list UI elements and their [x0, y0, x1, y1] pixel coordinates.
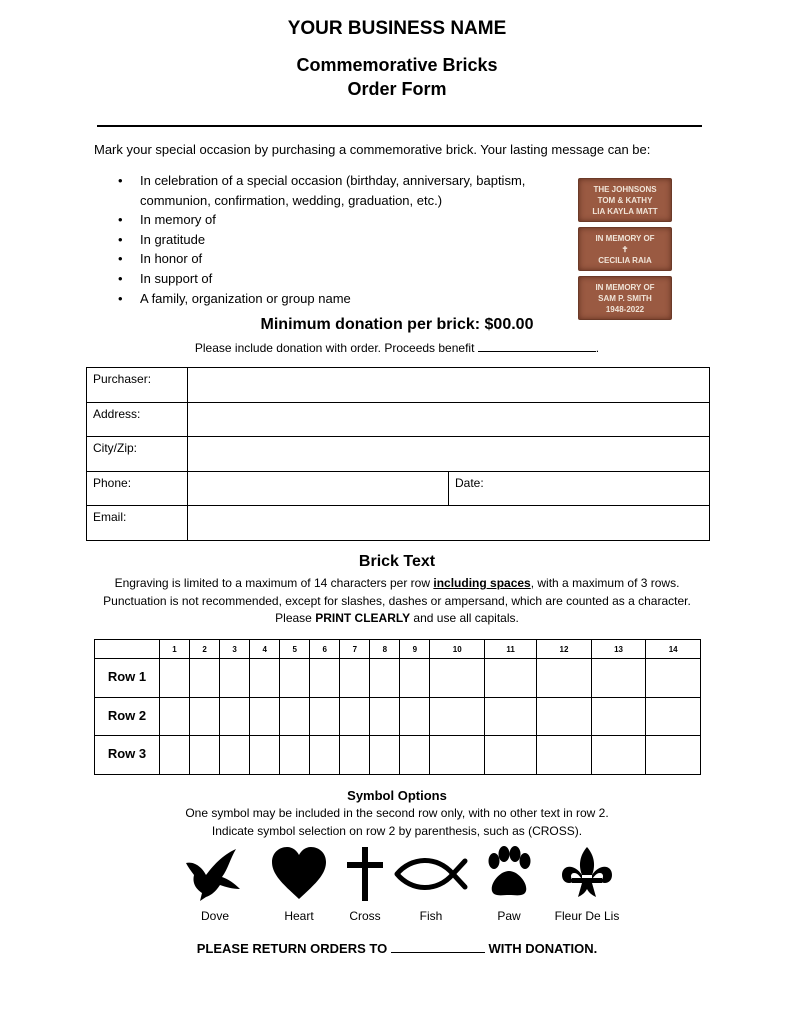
- char-cell[interactable]: [310, 697, 340, 736]
- char-cell[interactable]: [646, 697, 701, 736]
- char-cell[interactable]: [250, 736, 280, 775]
- char-cell[interactable]: [400, 736, 430, 775]
- sample-brick-photo: [578, 178, 672, 222]
- brick-line: SAM P. SMITH: [598, 293, 652, 303]
- column-header: 7: [340, 640, 370, 659]
- donation-note-end: .: [595, 341, 600, 355]
- char-cell[interactable]: [537, 736, 592, 775]
- symbol-option-fish: [391, 845, 471, 923]
- column-header: 8: [370, 640, 400, 659]
- column-header: 2: [190, 640, 220, 659]
- table-row: [95, 659, 701, 698]
- brick-line: 1948-2022: [605, 304, 645, 314]
- return-text: WITH DONATION.: [488, 941, 598, 956]
- business-name: YOUR BUSINESS NAME: [287, 18, 507, 39]
- table-row: [95, 697, 701, 736]
- symbol-label: Fleur De Lis: [554, 909, 620, 923]
- minimum-donation: Minimum donation per brick: $00.00: [260, 316, 534, 333]
- char-cell[interactable]: [280, 736, 310, 775]
- purchaser-info-table: [86, 367, 710, 541]
- brick-line: IN MEMORY OF: [595, 233, 655, 243]
- row-label: Row 3: [95, 736, 160, 775]
- list-item: • In memory of: [118, 210, 548, 230]
- column-header: 3: [220, 640, 250, 659]
- column-header: 5: [280, 640, 310, 659]
- char-cell[interactable]: [400, 697, 430, 736]
- char-cell[interactable]: [400, 659, 430, 698]
- column-header: 4: [250, 640, 280, 659]
- column-header: 13: [591, 640, 646, 659]
- brick-line: TOM & KATHY: [597, 195, 653, 205]
- char-cell[interactable]: [190, 659, 220, 698]
- donation-note: [0, 341, 794, 355]
- symbol-option-dove: [175, 845, 255, 923]
- char-cell[interactable]: [485, 697, 537, 736]
- sample-brick-photo: [578, 227, 672, 271]
- return-address-blank[interactable]: [391, 952, 485, 953]
- purchaser-label: Purchaser:: [87, 368, 188, 403]
- char-cell[interactable]: [646, 659, 701, 698]
- char-cell[interactable]: [646, 736, 701, 775]
- char-cell[interactable]: [160, 659, 190, 698]
- char-cell[interactable]: [250, 697, 280, 736]
- brick-line: ✝: [621, 244, 629, 254]
- column-header: 12: [537, 640, 592, 659]
- brick-line: IN MEMORY OF: [595, 282, 655, 292]
- purchaser-field[interactable]: [188, 368, 710, 403]
- char-cell[interactable]: [537, 697, 592, 736]
- char-cell[interactable]: [340, 736, 370, 775]
- row-label: Row 1: [95, 659, 160, 698]
- char-cell[interactable]: [220, 736, 250, 775]
- rule-emphasis: PRINT CLEARLY: [315, 611, 411, 625]
- donation-note-text: Please include donation with order. Proceeds benefit: [194, 341, 475, 355]
- address-label: Address:: [87, 402, 188, 437]
- rule-text: Engraving is limited to a maximum of 14 characters per row: [114, 576, 434, 590]
- occasion-list: [118, 171, 548, 308]
- rule-text: and use all capitals.: [410, 611, 519, 625]
- char-cell[interactable]: [430, 697, 485, 736]
- email-label: Email:: [87, 506, 188, 541]
- char-cell[interactable]: [591, 736, 646, 775]
- list-item: • In honor of: [118, 249, 548, 269]
- column-header: 9: [400, 640, 430, 659]
- form-title-line2: Order Form: [347, 79, 447, 99]
- phone-label: Phone:: [87, 471, 188, 506]
- brick-line: LIA KAYLA MATT: [592, 206, 658, 216]
- char-cell[interactable]: [310, 659, 340, 698]
- punctuation-rule: Punctuation is not recommended, except for slashes, dashes or ampersand, which are counted as a character.: [103, 594, 691, 608]
- char-cell[interactable]: [250, 659, 280, 698]
- rule-text: Please: [275, 611, 316, 625]
- char-cell[interactable]: [310, 736, 340, 775]
- symbol-options-heading: Symbol Options: [347, 788, 447, 803]
- list-item: • A family, organization or group name: [118, 289, 548, 309]
- cityzip-field[interactable]: [188, 437, 710, 472]
- char-cell[interactable]: [220, 697, 250, 736]
- char-cell[interactable]: [340, 659, 370, 698]
- symbol-label: Heart: [284, 909, 314, 923]
- heart-icon: [270, 845, 328, 903]
- brick-text-heading: Brick Text: [358, 553, 436, 570]
- fish-icon: [391, 845, 471, 903]
- print-rule: [0, 611, 794, 625]
- char-cell[interactable]: [370, 736, 400, 775]
- char-cell[interactable]: [430, 736, 485, 775]
- char-cell[interactable]: [160, 697, 190, 736]
- symbol-rule-2: Indicate symbol selection on row 2 by parenthesis, such as (CROSS).: [211, 824, 583, 838]
- char-cell[interactable]: [220, 659, 250, 698]
- char-cell[interactable]: [280, 659, 310, 698]
- list-item: • In support of: [118, 269, 548, 289]
- char-cell[interactable]: [430, 659, 485, 698]
- row-label: Row 2: [95, 697, 160, 736]
- char-cell[interactable]: [190, 697, 220, 736]
- char-cell[interactable]: [485, 659, 537, 698]
- date-field[interactable]: [449, 471, 710, 506]
- char-cell[interactable]: [485, 736, 537, 775]
- return-text: PLEASE RETURN ORDERS TO: [196, 941, 388, 956]
- brick-text-grid: [94, 639, 701, 775]
- paw-icon: [482, 845, 536, 903]
- rule-text: , with a maximum of 3 rows.: [530, 576, 680, 590]
- email-field[interactable]: [188, 506, 710, 541]
- table-row: [95, 736, 701, 775]
- column-header: 1: [160, 640, 190, 659]
- column-header: 6: [310, 640, 340, 659]
- sample-brick-photo: [578, 276, 672, 320]
- char-cell[interactable]: [537, 659, 592, 698]
- symbol-label: Fish: [419, 909, 443, 923]
- beneficiary-blank[interactable]: [478, 351, 596, 352]
- cityzip-label: City/Zip:: [87, 437, 188, 472]
- intro-text: Mark your special occasion by purchasing a commemorative brick. Your lasting message can be:: [94, 142, 651, 157]
- char-cell[interactable]: [370, 659, 400, 698]
- column-header: 11: [485, 640, 537, 659]
- return-instructions: [0, 941, 794, 956]
- dove-icon: [182, 845, 248, 903]
- column-header: 14: [646, 640, 701, 659]
- symbol-label: Cross: [349, 909, 381, 923]
- fleur-de-lis-icon: [558, 845, 616, 903]
- char-cell[interactable]: [591, 697, 646, 736]
- symbol-option-paw: [469, 845, 549, 923]
- symbol-option-fleur-de-lis: [547, 845, 627, 923]
- char-cell[interactable]: [160, 736, 190, 775]
- cross-icon: [345, 845, 385, 903]
- address-field[interactable]: [188, 402, 710, 437]
- char-cell[interactable]: [190, 736, 220, 775]
- rule-emphasis: including spaces: [433, 576, 531, 590]
- symbol-rule-1: One symbol may be included in the second row only, with no other text in row 2.: [185, 806, 609, 820]
- symbol-label: Dove: [200, 909, 229, 923]
- column-header: 10: [430, 640, 485, 659]
- phone-field[interactable]: [188, 471, 449, 506]
- date-label: Date:: [455, 475, 484, 490]
- engraving-rule: [0, 576, 794, 590]
- char-cell[interactable]: [280, 697, 310, 736]
- list-item: • In gratitude: [118, 230, 548, 250]
- symbol-label: Paw: [497, 909, 521, 923]
- header-divider: [97, 125, 702, 127]
- brick-line: CECILIA RAIA: [598, 255, 652, 265]
- brick-line: THE JOHNSONS: [593, 184, 657, 194]
- char-cell[interactable]: [370, 697, 400, 736]
- grid-corner: [95, 640, 160, 659]
- char-cell[interactable]: [591, 659, 646, 698]
- char-cell[interactable]: [340, 697, 370, 736]
- list-item: • In celebration of a special occasion (birthday, anniversary, baptism, communion, confirmation, wedding, graduation, etc.): [118, 171, 548, 210]
- form-title-line1: Commemorative Bricks: [296, 55, 498, 75]
